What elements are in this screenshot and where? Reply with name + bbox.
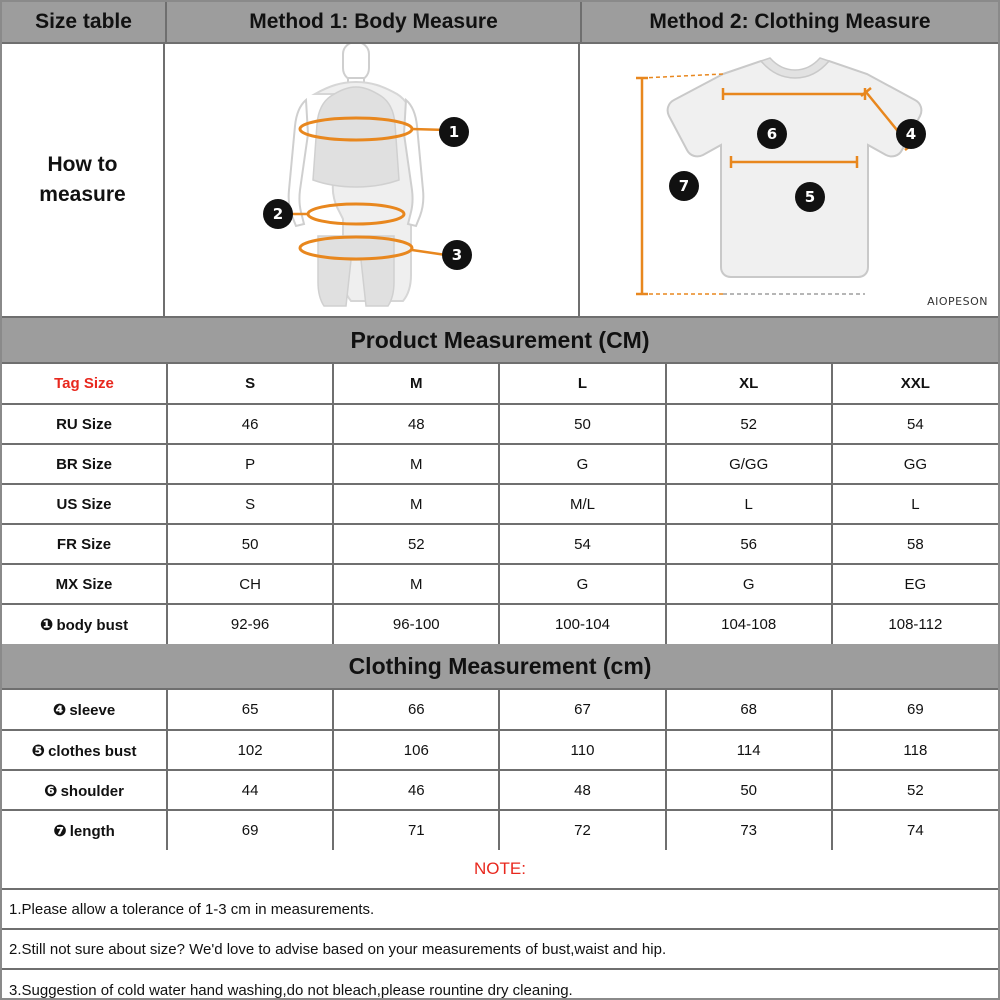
- cell-us-xl: L: [666, 484, 832, 524]
- table-row: [2, 690, 998, 730]
- cell-bodybust-l: 100-104: [499, 604, 665, 644]
- cell-sleeve-xl: 68: [666, 690, 832, 730]
- row-label-mx-size: MX Size: [2, 564, 167, 604]
- table-header-row: [2, 364, 998, 404]
- cell-br-xl: G/GG: [666, 444, 832, 484]
- cell-br-l: G: [499, 444, 665, 484]
- note-line-1: 1.Please allow a tolerance of 1-3 cm in measurements.: [2, 890, 998, 930]
- cell-shoulder-xl: 50: [666, 770, 832, 810]
- cell-shoulder-l: 48: [499, 770, 665, 810]
- header-method-1: Method 1: Body Measure: [167, 2, 582, 42]
- cell-bodybust-xl: 104-108: [666, 604, 832, 644]
- cell-fr-xxl: 58: [832, 524, 998, 564]
- table-row: [2, 604, 998, 644]
- cell-ru-s: 46: [167, 404, 333, 444]
- cell-clothesbust-m: 106: [333, 730, 499, 770]
- cell-clothesbust-xl: 114: [666, 730, 832, 770]
- how-to-measure-label: [39, 150, 125, 211]
- row-label-length-text: length: [69, 823, 115, 840]
- col-header-m: M: [333, 364, 499, 404]
- bullet-7-icon: ❼: [53, 821, 67, 840]
- cell-mx-s: CH: [167, 564, 333, 604]
- table-row: [2, 484, 998, 524]
- cell-mx-m: M: [333, 564, 499, 604]
- cell-ru-xl: 52: [666, 404, 832, 444]
- cell-sleeve-xxl: 69: [832, 690, 998, 730]
- row-label-shoulder: [2, 770, 167, 810]
- clothing-measure-illustration: [580, 44, 998, 316]
- cell-length-xl: 73: [666, 810, 832, 850]
- cell-bodybust-s: 92-96: [167, 604, 333, 644]
- cell-clothesbust-xxl: 118: [832, 730, 998, 770]
- table-row: [2, 564, 998, 604]
- cell-clothesbust-l: 110: [499, 730, 665, 770]
- bullet-4-icon: ❹: [52, 700, 67, 719]
- cell-length-l: 72: [499, 810, 665, 850]
- cell-sleeve-m: 66: [333, 690, 499, 730]
- cell-mx-l: G: [499, 564, 665, 604]
- row-label-fr-size: FR Size: [2, 524, 167, 564]
- table-row: [2, 444, 998, 484]
- cell-clothesbust-s: 102: [167, 730, 333, 770]
- note-title: NOTE:: [2, 850, 998, 890]
- cell-mx-xl: G: [666, 564, 832, 604]
- how-to-measure-cell: [2, 44, 165, 316]
- col-header-tag-size: Tag Size: [2, 364, 167, 404]
- badge-7: 7: [669, 171, 699, 201]
- cell-shoulder-xxl: 52: [832, 770, 998, 810]
- cell-ru-l: 50: [499, 404, 665, 444]
- cell-bodybust-m: 96-100: [333, 604, 499, 644]
- how-to-line-2: measure: [39, 183, 126, 206]
- table-row: [2, 810, 998, 850]
- bullet-5-icon: ❺: [31, 740, 46, 760]
- how-to-line-1: How to: [47, 152, 118, 176]
- row-label-br-size: BR Size: [2, 444, 167, 484]
- table-row: [2, 404, 998, 444]
- cell-shoulder-s: 44: [167, 770, 333, 810]
- note-line-3: 3.Suggestion of cold water hand washing,do not bleach,please rountine dry cleaning.: [9, 981, 573, 999]
- body-figure-icon: [165, 44, 580, 316]
- cell-ru-xxl: 54: [832, 404, 998, 444]
- cell-us-m: M: [333, 484, 499, 524]
- bullet-6-icon: ❻: [44, 780, 58, 800]
- cell-fr-m: 52: [333, 524, 499, 564]
- clothing-measurement-table: [2, 690, 998, 850]
- table-row: [2, 524, 998, 564]
- row-label-clothes-bust: [2, 730, 167, 770]
- badge-5: 5: [795, 182, 825, 212]
- badge-3: 3: [442, 240, 472, 270]
- col-header-xxl: XXL: [832, 364, 998, 404]
- tshirt-icon: [580, 44, 998, 316]
- badge-1: 1: [439, 117, 469, 147]
- cell-length-m: 71: [333, 810, 499, 850]
- row-label-clothes-bust-text: clothes bust: [48, 742, 137, 760]
- cell-length-xxl: 74: [907, 822, 924, 839]
- cell-length-s: 69: [167, 810, 333, 850]
- col-header-l: L: [499, 364, 665, 404]
- row-label-sleeve: [2, 690, 167, 730]
- col-header-xl: XL: [666, 364, 832, 404]
- row-label-length: [2, 810, 167, 850]
- cell-us-s: S: [167, 484, 333, 524]
- illustration-band: [2, 44, 998, 318]
- brand-logo: AIOPESON: [927, 295, 988, 308]
- row-label-ru-size: RU Size: [2, 404, 167, 444]
- header-method-2: Method 2: Clothing Measure: [649, 10, 931, 33]
- chart-header-row: [2, 2, 998, 44]
- row-label-shoulder-text: shoulder: [60, 782, 124, 800]
- cell-br-xxl: GG: [832, 444, 998, 484]
- col-header-s: S: [167, 364, 333, 404]
- row-label-body-bust: [2, 604, 167, 644]
- cell-br-m: M: [333, 444, 499, 484]
- header-size-table: Size table: [2, 2, 167, 42]
- cell-fr-l: 54: [499, 524, 665, 564]
- cell-sleeve-s: 65: [167, 690, 333, 730]
- cell-bodybust-xxl: 108-112: [888, 616, 943, 633]
- product-measurement-table: [2, 364, 998, 644]
- table-row: [2, 770, 998, 810]
- cell-fr-xl: 56: [666, 524, 832, 564]
- section-header-product: Product Measurement (CM): [2, 318, 998, 364]
- cell-shoulder-m: 46: [333, 770, 499, 810]
- row-label-us-size: US Size: [2, 484, 167, 524]
- section-header-clothing: Clothing Measurement (cm): [2, 644, 998, 690]
- badge-2: 2: [263, 199, 293, 229]
- cell-us-l: M/L: [499, 484, 665, 524]
- row-label-sleeve-text: sleeve: [69, 702, 116, 719]
- note-line-2: 2.Still not sure about size? We'd love to advise based on your measurements of bust,waist and hip.: [2, 930, 998, 970]
- cell-fr-s: 50: [167, 524, 333, 564]
- cell-mx-xxl: EG: [832, 564, 998, 604]
- cell-sleeve-l: 67: [499, 690, 665, 730]
- body-measure-illustration: [165, 44, 580, 316]
- cell-ru-m: 48: [333, 404, 499, 444]
- badge-4: 4: [896, 119, 926, 149]
- badge-6: 6: [757, 119, 787, 149]
- row-label-body-bust-text: body bust: [56, 617, 129, 634]
- cell-br-s: P: [167, 444, 333, 484]
- table-row: [2, 730, 998, 770]
- bullet-1-icon: ❶: [39, 615, 54, 634]
- cell-us-xxl: L: [832, 484, 998, 524]
